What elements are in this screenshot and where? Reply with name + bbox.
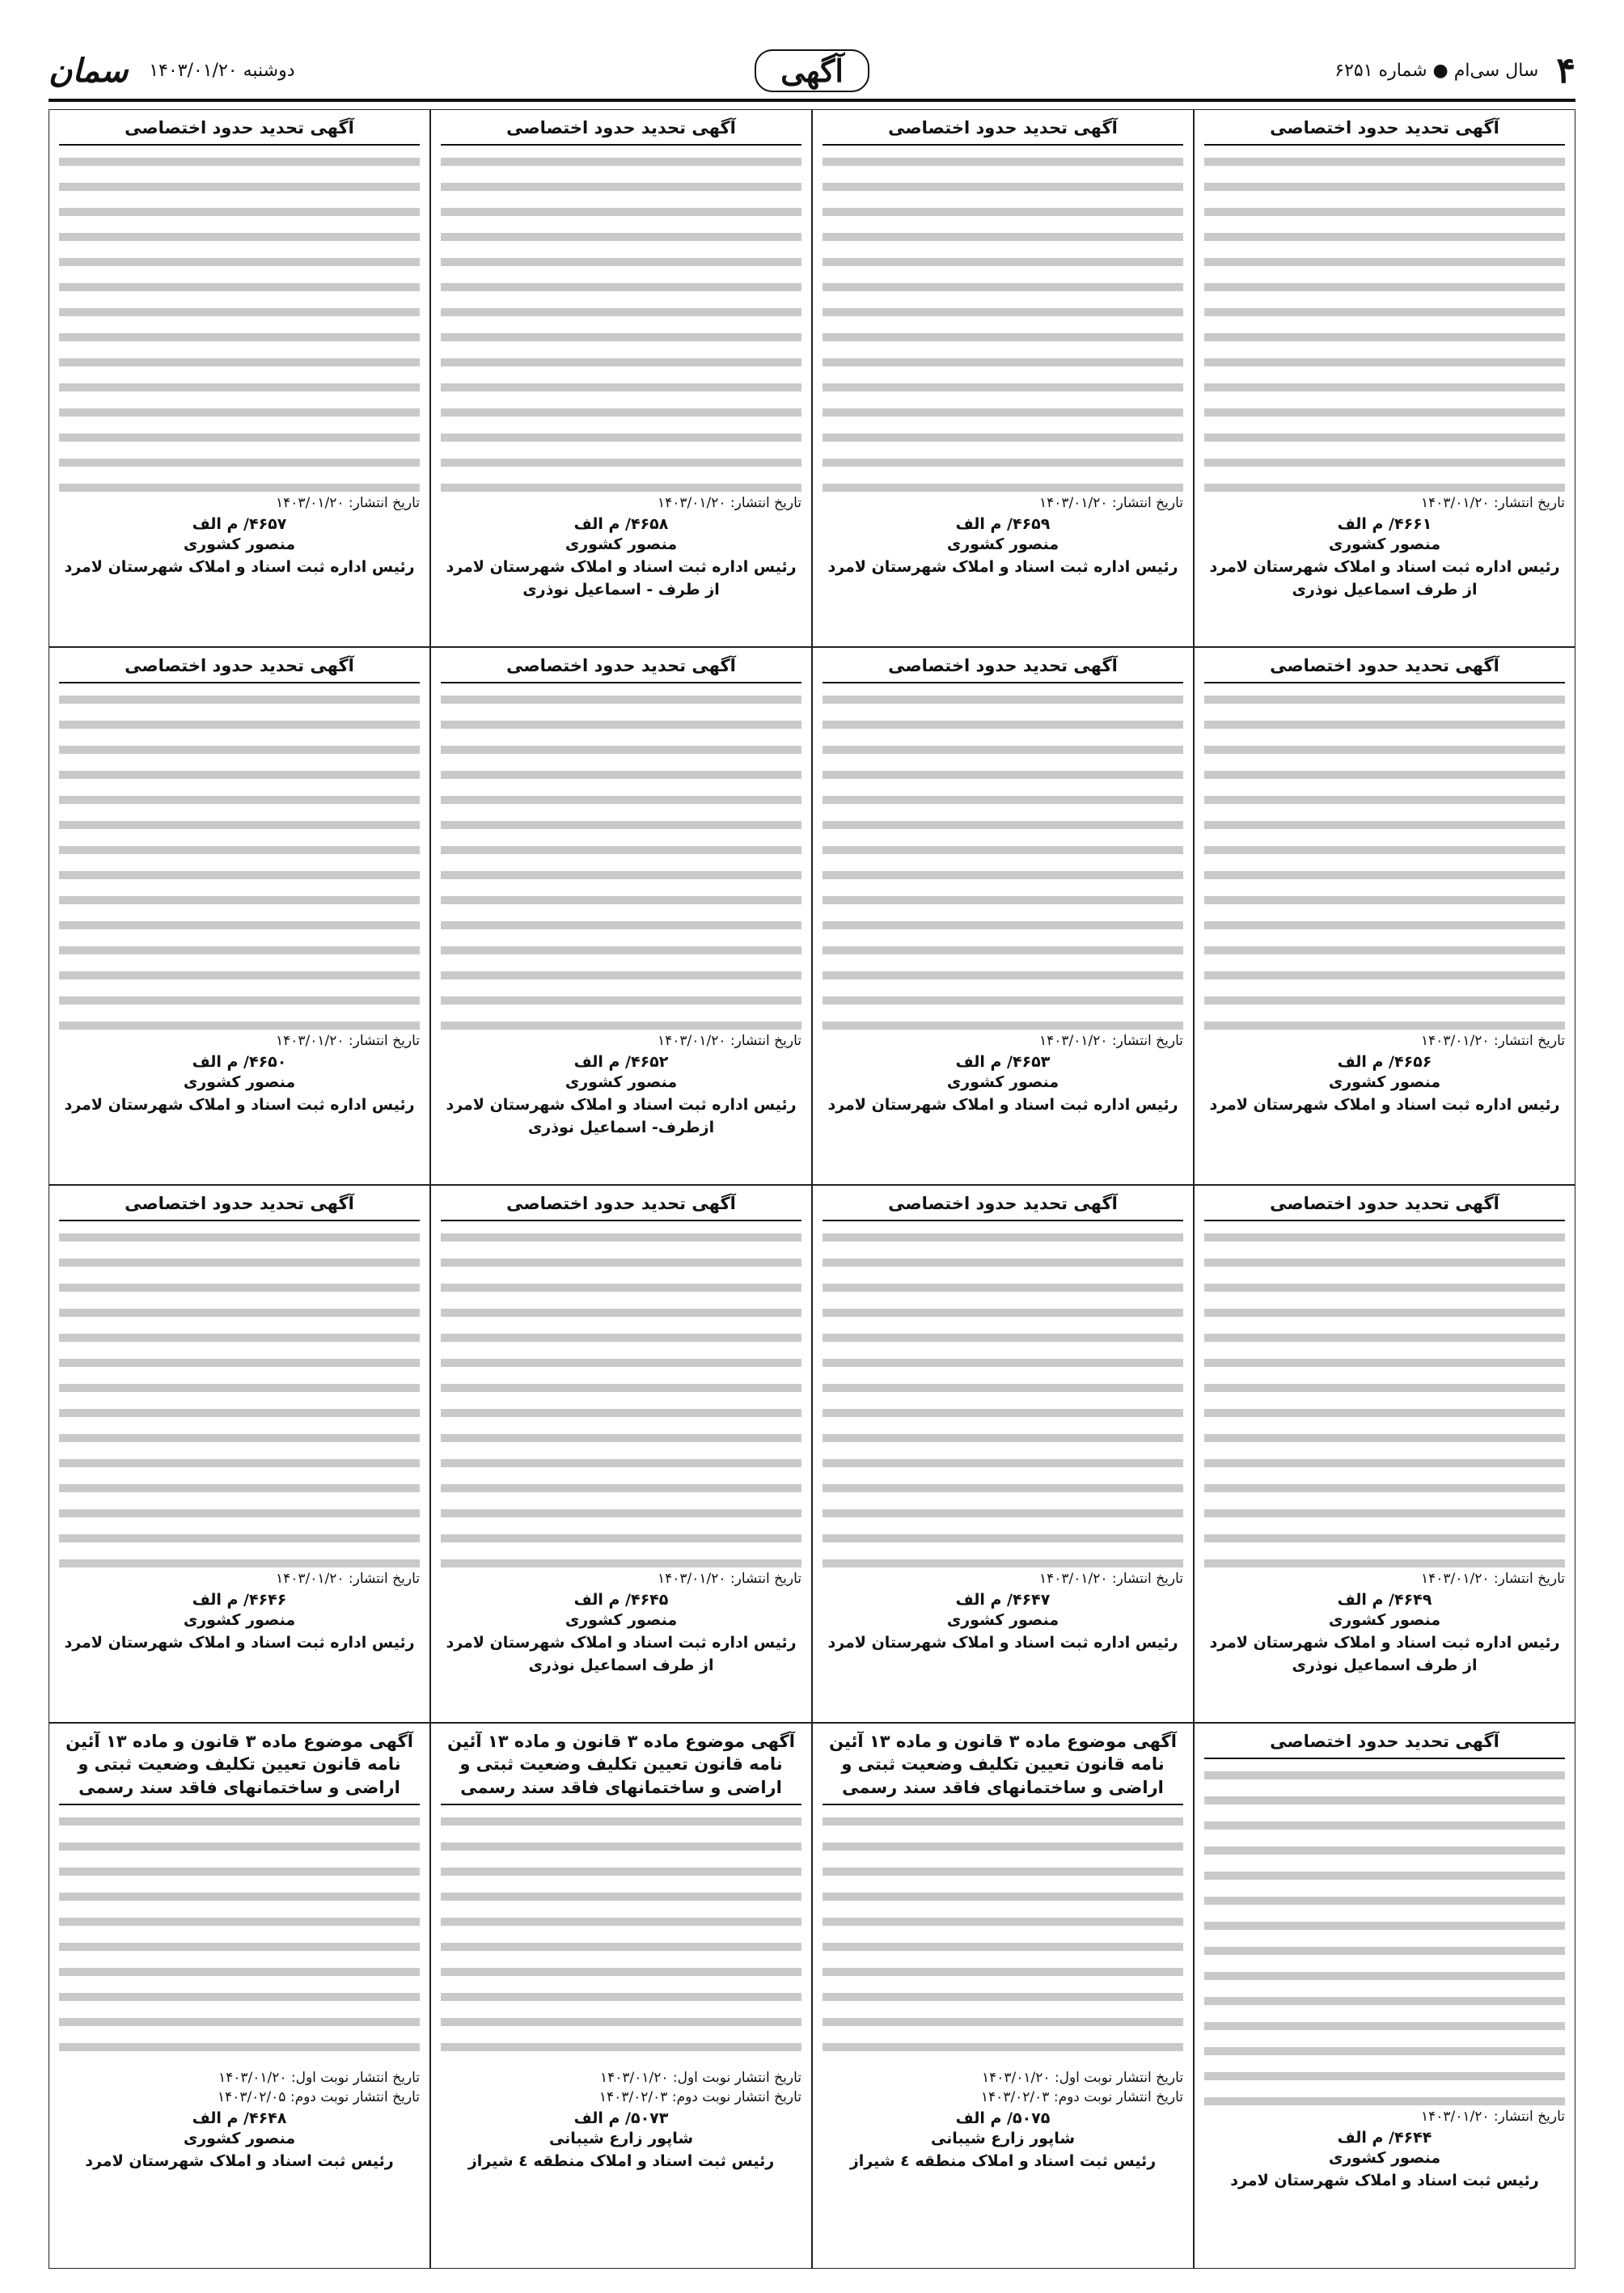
ad-publish-date-second: تاریخ انتشار نوبت دوم: ۱۴۰۳/۰۲/۰۵	[217, 2089, 420, 2106]
ad-signature-line: منصور کشوری	[183, 535, 296, 554]
ad-publish-date: تاریخ انتشار: ۱۴۰۳/۰۱/۲۰	[1420, 2109, 1565, 2126]
ad-body-text	[59, 1812, 420, 2067]
ad-heading: آگهی تحدید حدود اختصاصی	[441, 1192, 801, 1221]
ad-publish-date: تاریخ انتشار: ۱۴۰۳/۰۱/۲۰	[275, 1033, 420, 1050]
ad-signature-line: منصور کشوری	[946, 1073, 1059, 1092]
ad-signature-line: از طرف اسماعیل نوذری	[1292, 1656, 1478, 1674]
ad-signature-line: از طرف اسماعیل نوذری	[528, 1656, 714, 1674]
ad-notice	[812, 1723, 1194, 2269]
ad-publish-date: تاریخ انتشار: ۱۴۰۳/۰۱/۲۰	[275, 1571, 420, 1588]
ad-heading: آگهی تحدید حدود اختصاصی	[59, 116, 420, 146]
ad-body-text	[1204, 152, 1565, 492]
page-number: ۴	[1556, 49, 1575, 91]
ad-signature-line: منصور کشوری	[1328, 1073, 1441, 1092]
ad-notice-number: ۴۶۴۶/ م الف	[192, 1591, 287, 1610]
ad-publish-date: تاریخ انتشار: ۱۴۰۳/۰۱/۲۰	[275, 495, 420, 512]
ad-notice-number: ۵۰۷۵/ م الف	[955, 2109, 1051, 2128]
ad-heading: آگهی تحدید حدود اختصاصی	[823, 116, 1183, 146]
ad-publish-date-second: تاریخ انتشار نوبت دوم: ۱۴۰۳/۰۲/۰۳	[980, 2089, 1183, 2106]
ad-heading: آگهی تحدید حدود اختصاصی	[823, 1192, 1183, 1221]
ad-body-text	[1204, 690, 1565, 1030]
ad-signature-line: از طرف اسماعیل نوذری	[1292, 580, 1478, 599]
ad-signature-line: منصور کشوری	[565, 535, 678, 554]
ad-heading: آگهی تحدید حدود اختصاصی	[823, 654, 1183, 683]
ad-notice-number: ۴۶۵۹/ م الف	[955, 515, 1051, 534]
ad-signature-line: منصور کشوری	[565, 1611, 678, 1630]
ad-body-text	[1204, 1228, 1565, 1567]
ad-signature-line: منصور کشوری	[565, 1073, 678, 1092]
ad-signature-line: رئیس اداره ثبت اسناد و املاک شهرستان لامرد	[827, 1633, 1178, 1652]
ad-notice-number: ۴۶۶۱/ م الف	[1337, 515, 1432, 534]
ad-body-text	[441, 690, 801, 1030]
ad-heading: آگهی تحدید حدود اختصاصی	[1204, 1730, 1565, 1759]
ad-body-text	[59, 690, 420, 1030]
ad-publish-date: تاریخ انتشار: ۱۴۰۳/۰۱/۲۰	[1420, 1571, 1565, 1588]
ad-notice	[812, 109, 1194, 647]
ad-publish-date: تاریخ انتشار: ۱۴۰۳/۰۱/۲۰	[1420, 495, 1565, 512]
ad-body-text	[823, 152, 1183, 492]
ad-heading: آگهی موضوع ماده ۳ قانون و ماده ۱۳ آئین نامه قانون تعیین تکلیف وضعیت ثبتی و اراضی و ساختمانهای فاقد سند رسمی	[823, 1730, 1183, 1805]
ad-notice	[49, 647, 430, 1185]
newspaper-logo: سمان	[49, 51, 129, 90]
ad-notice	[812, 1185, 1194, 1723]
ad-body-text	[59, 152, 420, 492]
ad-signature-line: رئیس اداره ثبت اسناد و املاک شهرستان لامرد	[446, 557, 797, 576]
ad-body-text	[823, 690, 1183, 1030]
ad-signature-line: منصور کشوری	[1328, 1611, 1441, 1630]
ad-signature-line: رئیس اداره ثبت اسناد و املاک شهرستان لامرد	[827, 1095, 1178, 1114]
ad-heading: آگهی تحدید حدود اختصاصی	[59, 654, 420, 683]
ad-signature-line: شاپور زارع شیبانی	[548, 2130, 694, 2148]
ad-notice	[49, 1185, 430, 1723]
ad-notice-number: ۴۶۴۷/ م الف	[955, 1591, 1051, 1610]
ad-publish-date: تاریخ انتشار نوبت اول: ۱۴۰۳/۰۱/۲۰	[218, 2070, 420, 2087]
ad-signature-line: منصور کشوری	[1328, 2149, 1441, 2168]
ad-body-text	[1204, 1766, 1565, 2105]
ad-publish-date: تاریخ انتشار: ۱۴۰۳/۰۱/۲۰	[1420, 1033, 1565, 1050]
ad-notice-number: ۴۶۵۸/ م الف	[573, 515, 669, 534]
ad-signature-line: منصور کشوری	[183, 1611, 296, 1630]
ad-heading: آگهی تحدید حدود اختصاصی	[59, 1192, 420, 1221]
ad-publish-date: تاریخ انتشار: ۱۴۰۳/۰۱/۲۰	[1038, 495, 1183, 512]
ad-notice	[1194, 1185, 1575, 1723]
ad-notice-number: ۴۶۵۰/ م الف	[192, 1053, 287, 1072]
ad-notice	[430, 1185, 812, 1723]
ad-body-text	[823, 1812, 1183, 2067]
masthead	[49, 47, 1575, 94]
ad-signature-line: منصور کشوری	[1328, 535, 1441, 554]
ad-notice-number: ۵۰۷۳/ م الف	[573, 2109, 669, 2128]
issue-date: دوشنبه ۱۴۰۳/۰۱/۲۰	[149, 60, 295, 81]
ad-publish-date: تاریخ انتشار: ۱۴۰۳/۰۱/۲۰	[657, 1033, 801, 1050]
ad-signature-line: رئیس ثبت اسناد و املاک شهرستان لامرد	[1230, 2171, 1539, 2189]
ad-notice	[430, 1723, 812, 2269]
masthead-divider	[49, 99, 1575, 102]
ad-heading: آگهی تحدید حدود اختصاصی	[1204, 116, 1565, 146]
ad-publish-date-second: تاریخ انتشار نوبت دوم: ۱۴۰۳/۰۲/۰۳	[598, 2089, 801, 2106]
ad-signature-line: رئیس اداره ثبت اسناد و املاک شهرستان لامرد	[446, 1633, 797, 1652]
ad-publish-date: تاریخ انتشار: ۱۴۰۳/۰۱/۲۰	[1038, 1571, 1183, 1588]
section-title: آگهی	[755, 49, 869, 92]
ad-signature-line: از طرف - اسماعیل نوذری	[522, 580, 720, 599]
ad-signature-line: رئیس اداره ثبت اسناد و املاک شهرستان لامرد	[1209, 557, 1560, 576]
ad-notice	[430, 647, 812, 1185]
ad-signature-line: منصور کشوری	[183, 1073, 296, 1092]
ad-notice	[812, 647, 1194, 1185]
ad-signature-line: رئیس ثبت اسناد و املاک منطقه ٤ شیراز	[849, 2151, 1157, 2170]
issue-info: سال سی‌ام ● شماره ۶۲۵۱	[1334, 60, 1539, 81]
ad-publish-date: تاریخ انتشار: ۱۴۰۳/۰۱/۲۰	[657, 1571, 801, 1588]
ad-signature-line: رئیس اداره ثبت اسناد و املاک شهرستان لامرد	[64, 557, 415, 576]
ad-signature-line: رئیس اداره ثبت اسناد و املاک شهرستان لامرد	[827, 557, 1178, 576]
ad-heading: آگهی تحدید حدود اختصاصی	[441, 116, 801, 146]
ad-body-text	[823, 1228, 1183, 1567]
ad-signature-line: رئیس ثبت اسناد و املاک منطقه ٤ شیراز	[467, 2151, 775, 2170]
ad-heading: آگهی تحدید حدود اختصاصی	[1204, 654, 1565, 683]
ad-notice-number: ۴۶۵۶/ م الف	[1337, 1053, 1432, 1072]
ad-heading: آگهی تحدید حدود اختصاصی	[1204, 1192, 1565, 1221]
ad-signature-line: رئیس اداره ثبت اسناد و املاک شهرستان لامرد	[64, 1095, 415, 1114]
ad-notice-number: ۴۶۴۴/ م الف	[1337, 2129, 1432, 2147]
ad-signature-line: رئیس اداره ثبت اسناد و املاک شهرستان لامرد	[1209, 1095, 1560, 1114]
ad-notice	[430, 109, 812, 647]
ad-body-text	[441, 1228, 801, 1567]
ad-publish-date: تاریخ انتشار: ۱۴۰۳/۰۱/۲۰	[657, 495, 801, 512]
ad-signature-line: رئیس اداره ثبت اسناد و املاک شهرستان لامرد	[1209, 1633, 1560, 1652]
ad-signature-line: شاپور زارع شیبانی	[930, 2130, 1076, 2148]
ad-signature-line: رئیس اداره ثبت اسناد و املاک شهرستان لامرد	[64, 1633, 415, 1652]
ad-signature-line: منصور کشوری	[183, 2130, 296, 2148]
ad-publish-date: تاریخ انتشار نوبت اول: ۱۴۰۳/۰۱/۲۰	[981, 2070, 1183, 2087]
ad-notice-number: ۴۶۴۸/ م الف	[192, 2109, 287, 2128]
ads-grid	[49, 109, 1575, 2269]
ad-notice-number: ۴۶۵۷/ م الف	[192, 515, 287, 534]
ad-publish-date: تاریخ انتشار نوبت اول: ۱۴۰۳/۰۱/۲۰	[599, 2070, 801, 2087]
ad-heading: آگهی موضوع ماده ۳ قانون و ماده ۱۳ آئین نامه قانون تعیین تکلیف وضعیت ثبتی و اراضی و ساختمانهای فاقد سند رسمی	[441, 1730, 801, 1805]
ad-heading: آگهی موضوع ماده ۳ قانون و ماده ۱۳ آئین نامه قانون تعیین تکلیف وضعیت ثبتی و اراضی و ساختمانهای فاقد سند رسمی	[59, 1730, 420, 1805]
ad-notice	[1194, 109, 1575, 647]
ad-signature-line: منصور کشوری	[946, 535, 1059, 554]
ad-body-text	[59, 1228, 420, 1567]
ad-notice-number: ۴۶۴۹/ م الف	[1337, 1591, 1432, 1610]
ad-notice	[1194, 1723, 1575, 2269]
ad-signature-line: رئیس اداره ثبت اسناد و املاک شهرستان لامرد	[446, 1095, 797, 1114]
ad-notice-number: ۴۶۵۲/ م الف	[573, 1053, 669, 1072]
ad-signature-line: ازطرف- اسماعیل نوذری	[527, 1118, 715, 1136]
ad-notice	[49, 109, 430, 647]
ad-body-text	[441, 152, 801, 492]
ad-notice	[49, 1723, 430, 2269]
ad-publish-date: تاریخ انتشار: ۱۴۰۳/۰۱/۲۰	[1038, 1033, 1183, 1050]
ad-signature-line: رئیس ثبت اسناد و املاک شهرستان لامرد	[85, 2151, 394, 2170]
ad-signature-line: منصور کشوری	[946, 1611, 1059, 1630]
ad-notice-number: ۴۶۵۳/ م الف	[955, 1053, 1051, 1072]
ad-notice-number: ۴۶۴۵/ م الف	[573, 1591, 669, 1610]
ad-body-text	[441, 1812, 801, 2067]
ad-notice	[1194, 647, 1575, 1185]
ad-heading: آگهی تحدید حدود اختصاصی	[441, 654, 801, 683]
